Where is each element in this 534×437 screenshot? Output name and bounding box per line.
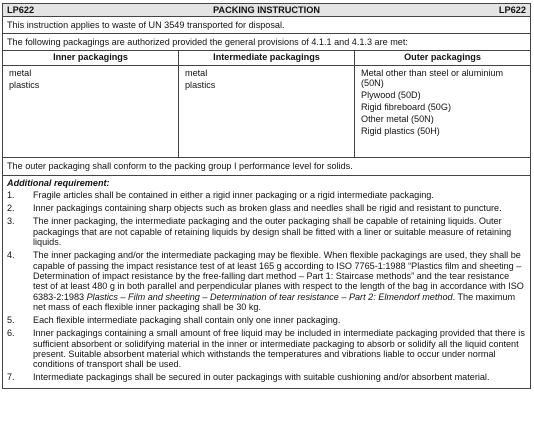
requirement-number: 6. <box>7 328 15 339</box>
requirement-text-part: . The maximum net mass of each flexible inner packaging shall be 30 kg. <box>33 291 516 313</box>
packing-instruction-document <box>2 3 531 389</box>
requirement-item <box>7 216 526 247</box>
authorized-text: The following packagings are authorized provided the general provisions of 4.1.1 and 4.1.3 are met: <box>7 37 408 47</box>
document-title: PACKING INSTRUCTION <box>212 4 320 15</box>
header-outer: Outer packagings <box>404 52 481 62</box>
requirement-text: Each flexible intermediate packaging shall contain only one inner packaging. <box>33 315 341 326</box>
outer-item: Plywood (50D) <box>361 90 421 101</box>
requirement-text: Inner packagings containing sharp objects such as broken glass and needles shall be rigid and resistant to puncture. <box>33 203 502 214</box>
conformity-row <box>3 158 530 176</box>
standard-title: Plastics – Film and sheeting – Determination of tear resistance – Part 2: Elmendorf method <box>86 291 453 302</box>
applies-row <box>3 17 530 34</box>
outer-item: Rigid fibreboard (50G) <box>361 102 451 112</box>
requirement-number: 7. <box>7 372 15 383</box>
additional-requirements <box>3 176 530 388</box>
intermediate-item: metal <box>185 68 208 78</box>
inner-cell <box>3 66 179 157</box>
packaging-table <box>3 51 530 158</box>
requirement-text: The inner packaging, the intermediate packaging and the outer packaging shall be capable of retaining liquids. Outer packagings that are not capable of retaining liquids by design shall be fitted with a liner or suitable measure of retaining liquids. <box>33 216 512 248</box>
requirement-item <box>7 328 526 370</box>
requirement-text-part: The inner packaging and/or the intermediate packaging may be flexible. When flexible packagings are used, they shall be capable of passing the impact resistance test of at least 165 g according to ISO 7765-1:1988 “Plastics film and sheeting – Determination of impact resistance by the free-falling dart method – Part 1: Staircase methods” and the tear resistance test of at least 480 g in both parallel and perpendicular planes with respect to the length of the bag in accordance with ISO 6383-2:1983 <box>33 250 524 302</box>
requirement-text: Inner packagings containing a small amount of free liquid may be included in intermediate packaging provided that there is sufficient absorbent or solidifying material in the inner or intermediate packaging to absorb or solidify all the liquid content present. Suitable absorbent material which withstands the temperatures and vibrations liable to occur under normal conditions of transport shall be used. <box>33 328 525 370</box>
inner-item: plastics <box>9 79 40 90</box>
right-code: LP622 <box>498 4 526 15</box>
packaging-table-header <box>3 51 530 66</box>
requirement-number: 4. <box>7 250 15 261</box>
requirement-text: Intermediate packagings shall be secured in outer packagings with suitable cushioning and/or absorbent material. <box>33 372 490 383</box>
requirement-text <box>33 250 526 312</box>
conformity-text: The outer packaging shall conform to the packing group I performance level for solids. <box>7 161 353 171</box>
requirement-item <box>7 250 526 312</box>
outer-cell <box>355 66 530 157</box>
header-intermediate: Intermediate packagings <box>179 51 355 65</box>
requirement-number: 2. <box>7 203 15 214</box>
outer-item: Metal other than steel or aluminium (50N) <box>361 68 504 89</box>
outer-item: Other metal (50N) <box>361 113 434 124</box>
requirement-item <box>7 372 526 382</box>
requirement-number: 3. <box>7 216 15 227</box>
requirement-text: Fragile articles shall be contained in either a rigid inner packaging or a rigid intermediate packaging. <box>33 190 434 201</box>
inner-item: metal <box>9 68 32 78</box>
title-row <box>3 4 530 17</box>
requirement-number: 5. <box>7 315 15 326</box>
applies-text: This instruction applies to waste of UN 3549 transported for disposal. <box>7 20 285 30</box>
requirement-item <box>7 190 526 200</box>
authorized-row <box>3 34 530 51</box>
intermediate-cell <box>179 66 355 157</box>
outer-item: Rigid plastics (50H) <box>361 125 440 136</box>
requirements-title: Additional requirement: <box>7 178 110 188</box>
requirement-item <box>7 315 526 325</box>
requirement-item <box>7 203 526 213</box>
left-code: LP622 <box>7 4 35 15</box>
header-inner: Inner packagings <box>3 51 179 65</box>
packaging-table-body <box>3 66 530 157</box>
requirement-number: 1. <box>7 190 15 201</box>
intermediate-item: plastics <box>185 79 216 90</box>
